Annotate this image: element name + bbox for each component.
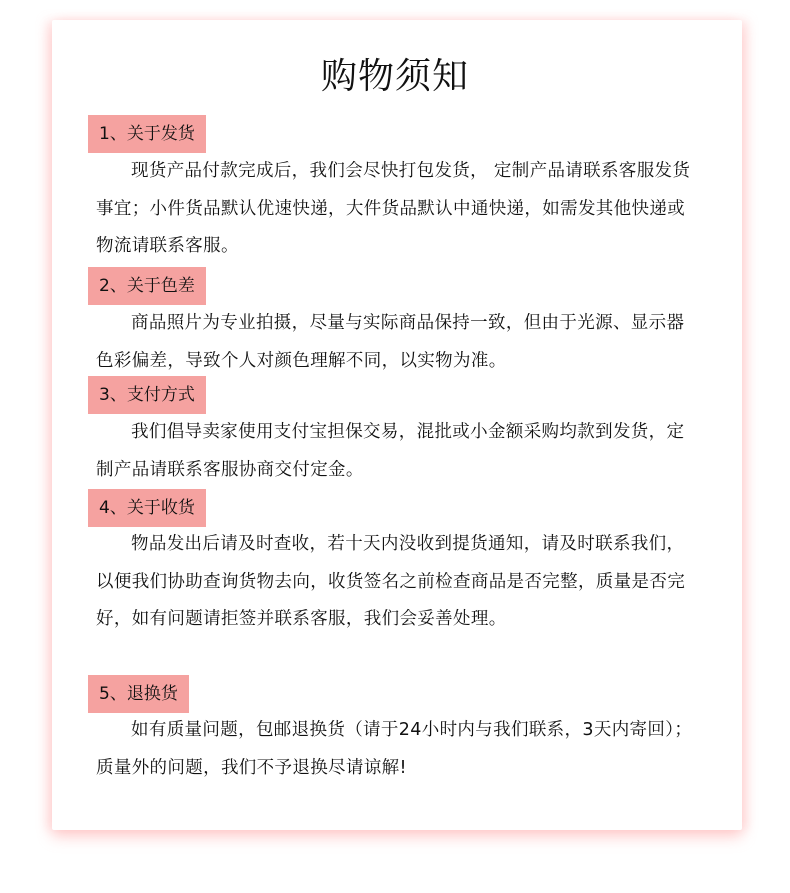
section-body-returns: 如有质量问题，包邮退换货（请于24小时内与我们联系，3天内寄回）；质量外的问题，我们不予退换尽请谅解! [96,720,693,778]
section-heading-payment: 3、支付方式 [88,376,206,414]
section-heading-shipping: 1、关于发货 [88,115,206,153]
section-body-shipping: 现货产品付款完成后，我们会尽快打包发货， 定制产品请联系客服发货事宜；小件货品默认优速快递，大件货品默认中通快递，如需发其他快递或物流请联系客服。 [96,161,691,256]
section-heading-color-difference: 2、关于色差 [88,267,206,305]
section-body-payment: 我们倡导卖家使用支付宝担保交易，混批或小金额采购均款到发货，定制产品请联系客服协商交付定金。 [96,422,685,480]
section-body-color-difference: 商品照片为专业拍摄，尽量与实际商品保持一致，但由于光源、显示器色彩偏差，导致个人对颜色理解不同，以实物为准。 [96,313,685,371]
page-title: 购物须知 [320,56,469,97]
section-heading-receiving: 4、关于收货 [88,489,206,527]
section-body-receiving: 物品发出后请及时查收，若十天内没收到提货通知，请及时联系我们，以便我们协助查询货物去向，收货签名之前检查商品是否完整，质量是否完好，如有问题请拒签并联系客服，我们会妥善处理。 [96,534,686,629]
section-heading-returns: 5、退换货 [88,675,189,713]
